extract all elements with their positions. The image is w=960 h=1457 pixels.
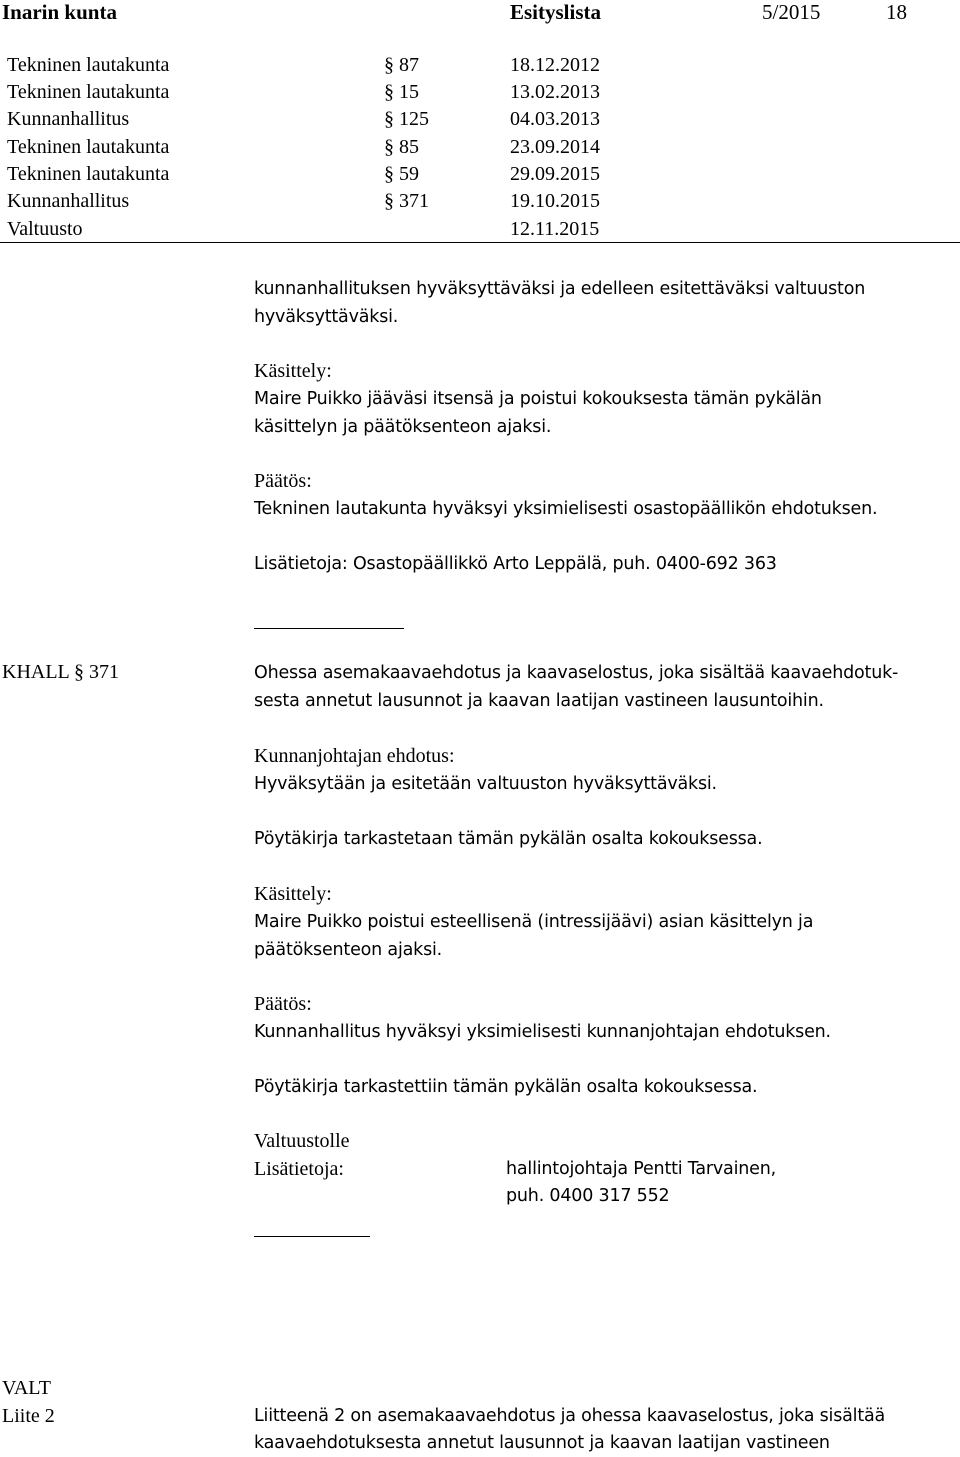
khall-info-text: puh. 0400 317 552: [506, 1186, 670, 1206]
history-date: 18.12.2012: [510, 54, 600, 76]
tekla-kasittely-label: Käsittely:: [254, 360, 332, 382]
valt-appendix: Liite 2: [2, 1405, 55, 1427]
tekla-paatos-label: Päätös:: [254, 470, 312, 492]
history-date: 19.10.2015: [510, 190, 600, 212]
tekla-paatos-text: Tekninen lautakunta hyväksyi yksimielisesti osastopäällikön ehdotuksen.: [254, 499, 878, 519]
khall-to-council: Valtuustolle: [254, 1130, 350, 1152]
khall-check-text: Pöytäkirja tarkastetaan tämän pykälän osalta kokouksessa.: [254, 829, 763, 849]
history-divider: [0, 242, 960, 243]
history-section: § 85: [384, 136, 419, 158]
history-section: § 125: [384, 108, 429, 130]
municipality-name: Inarin kunta: [2, 0, 117, 24]
khall-intro: sesta annetut lausunnot ja kaavan laatijan vastineen lausuntoihin.: [254, 691, 824, 711]
history-section: § 87: [384, 54, 419, 76]
history-body: Tekninen lautakunta: [7, 163, 170, 185]
tekla-info: [254, 554, 777, 574]
tekla-info-text: Osastopäällikkö Arto Leppälä, puh. 0400-692 363: [352, 554, 777, 574]
khall-checked-text: Pöytäkirja tarkastettiin tämän pykälän osalta kokouksessa.: [254, 1077, 758, 1097]
history-body: Tekninen lautakunta: [7, 81, 170, 103]
khall-kasittely-text: Maire Puikko poistui esteellisenä (intressijäävi) asian käsittelyn ja: [254, 912, 814, 932]
khall-proposal-label: Kunnanjohtajan ehdotus:: [254, 745, 455, 767]
history-body: Tekninen lautakunta: [7, 136, 170, 158]
khall-info-label: Lisätietoja:: [254, 1158, 344, 1180]
khall-label: [2, 661, 119, 684]
tekla-continuation: hyväksyttäväksi.: [254, 307, 399, 327]
history-section: § 15: [384, 81, 419, 103]
khall-proposal-text: Hyväksytään ja esitetään valtuuston hyväksyttäväksi.: [254, 774, 717, 794]
valt-text: kaavaehdotuksesta annetut lausunnot ja kaavan laatijan vastineen: [254, 1433, 830, 1453]
khall-paatos-label: Päätös:: [254, 993, 312, 1015]
section-divider: [254, 628, 404, 629]
khall-section: § 371: [74, 661, 120, 683]
history-date: 12.11.2015: [510, 218, 600, 240]
tekla-kasittely-text: käsittelyn ja päätöksenteon ajaksi.: [254, 417, 552, 437]
tekla-info-label: Lisätietoja:: [254, 554, 348, 574]
history-body: Kunnanhallitus: [7, 108, 130, 130]
khall-paatos-text: Kunnanhallitus hyväksyi yksimielisesti kunnanjohtajan ehdotuksen.: [254, 1022, 831, 1042]
history-body: Valtuusto: [7, 218, 83, 240]
issue-number: 5/2015: [762, 0, 821, 24]
valt-label: VALT: [2, 1377, 51, 1399]
history-date: 13.02.2013: [510, 81, 600, 103]
history-date: 04.03.2013: [510, 108, 600, 130]
history-section: § 59: [384, 163, 419, 185]
history-body: Kunnanhallitus: [7, 190, 130, 212]
khall-kasittely-text: päätöksenteon ajaksi.: [254, 940, 443, 960]
khall-intro: Ohessa asemakaavaehdotus ja kaavaselostus, joka sisältää kaavaehdotuk-: [254, 663, 899, 683]
khall-kasittely-label: Käsittely:: [254, 883, 332, 905]
khall-info-text: hallintojohtaja Pentti Tarvainen,: [506, 1159, 776, 1179]
tekla-continuation: kunnanhallituksen hyväksyttäväksi ja edelleen esitettäväksi valtuuston: [254, 279, 866, 299]
valt-text: Liitteenä 2 on asemakaavaehdotus ja ohessa kaavaselostus, joka sisältää: [254, 1406, 886, 1426]
history-section: § 371: [384, 190, 429, 212]
section-divider: [254, 1236, 370, 1237]
agenda-title: Esityslista: [510, 0, 602, 24]
history-date: 23.09.2014: [510, 136, 600, 158]
history-date: 29.09.2015: [510, 163, 600, 185]
history-body: Tekninen lautakunta: [7, 54, 170, 76]
khall-code: KHALL: [2, 661, 70, 683]
tekla-kasittely-text: Maire Puikko jääväsi itsensä ja poistui kokouksesta tämän pykälän: [254, 389, 822, 409]
page-number: 18: [886, 0, 907, 24]
